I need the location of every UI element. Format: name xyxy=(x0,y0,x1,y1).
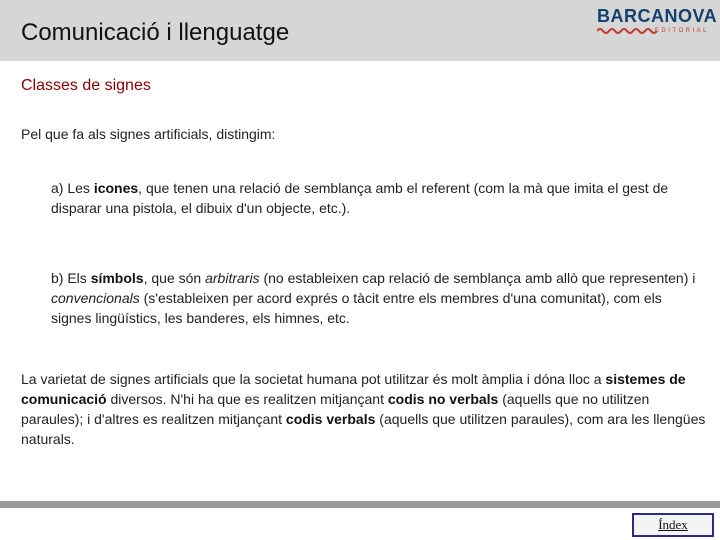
page-title: Comunicació i llenguatge xyxy=(21,19,290,46)
closing-p2: diversos. N'hi ha que es realitzen mitjançant xyxy=(106,391,388,407)
item-a-term: icones xyxy=(93,180,139,196)
item-b-em1: arbitraris xyxy=(205,270,260,286)
closing-b3: codis verbals xyxy=(285,411,376,427)
item-a-rest: , que tenen una relació de semblança amb el referent (com la mà que imita el gest de disparar una pistola, el dibuix d'un objecte, etc.). xyxy=(51,180,669,216)
item-a-prefix: a) Les xyxy=(51,180,94,196)
closing-p4: (aquells que utilitzen paraules), com ara les llengües naturals. xyxy=(21,411,706,447)
item-b-rest: (s'estableixen per acord exprés o tàcit entre els membres d'una comunitat), com els signes lingüístics, les banderes, els himnes, etc. xyxy=(51,290,662,326)
header-bar xyxy=(0,0,720,61)
item-a-paragraph xyxy=(51,178,701,218)
item-b-paragraph xyxy=(51,268,701,328)
closing-paragraph xyxy=(21,369,706,449)
section-subtitle: Classes de signes xyxy=(21,77,151,94)
closing-b1: sistemes de comunicació xyxy=(21,371,686,407)
logo-wave-icon xyxy=(597,27,657,35)
index-button[interactable]: Índex xyxy=(632,513,714,537)
barcanova-logo xyxy=(597,6,718,40)
item-b-em2: convencionals xyxy=(51,290,140,306)
intro-paragraph: Pel que fa als signes artificials, distingim: xyxy=(21,126,276,142)
closing-p3: (aquells que no utilitzen paraules); i d'altres es realitzen mitjançant xyxy=(21,391,650,427)
item-b-prefix: b) Els xyxy=(51,270,91,286)
item-b-term: símbols xyxy=(90,270,144,286)
logo-text: BARCANOVA xyxy=(597,6,718,26)
closing-b2: codis no verbals xyxy=(387,391,499,407)
item-b-mid2: (no estableixen cap relació de semblança amb allò que representen) i xyxy=(259,270,696,286)
item-b-mid1: , que són xyxy=(143,270,206,286)
closing-p1: La varietat de signes artificials que la societat humana pot utilitzar és molt àmplia i dóna lloc a xyxy=(21,371,606,387)
logo-subtext: EDITORIAL xyxy=(654,28,709,34)
footer-divider xyxy=(0,501,720,508)
